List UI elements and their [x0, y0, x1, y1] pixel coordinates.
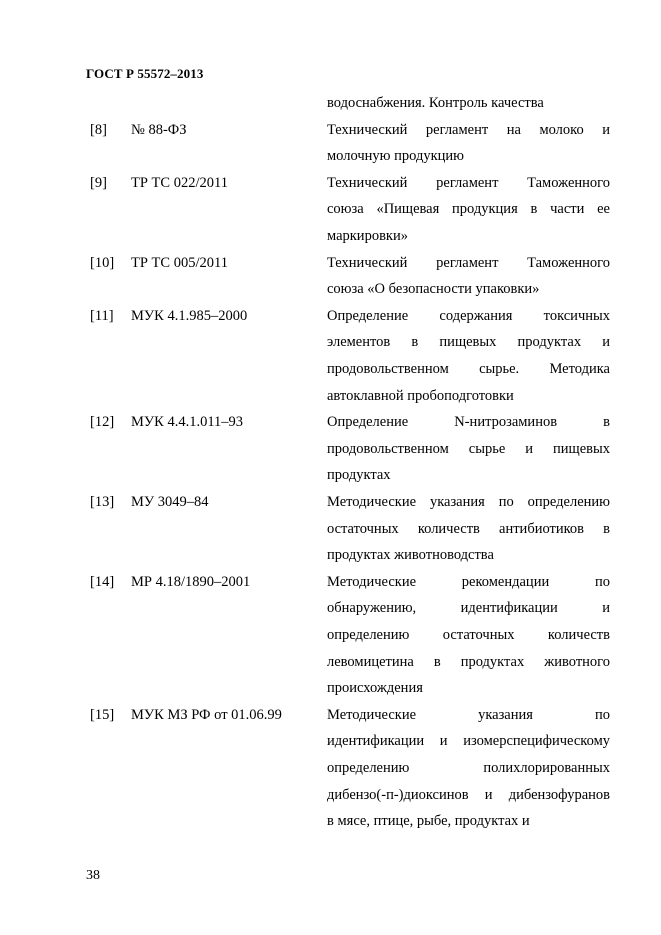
reference-description-line: Методические указания по определению [327, 494, 610, 510]
reference-number: [11] [90, 307, 114, 324]
reference-description-line: Определение содержания токсичных [327, 307, 610, 324]
reference-code: МР 4.18/1890–2001 [131, 573, 251, 590]
reference-description-line: в мясе, птице, рыбе, продуктах и [327, 813, 530, 830]
reference-number: [14] [90, 573, 115, 590]
reference-code: МУ 3049–84 [131, 494, 209, 510]
reference-description-line: Технический регламент на молоко и [327, 121, 610, 138]
reference-description-line: Методические рекомендации по [327, 573, 610, 590]
reference-code: ТР ТС 022/2011 [131, 174, 228, 191]
continuation-line: водоснабжения. Контроль качества [327, 95, 544, 111]
reference-description-line: автоклавной пробоподготовки [327, 387, 514, 404]
reference-number: [9] [90, 174, 107, 191]
reference-description-line: продовольственном сырье и пищевых [327, 440, 610, 457]
reference-code: МУК МЗ РФ от 01.06.99 [131, 706, 282, 723]
reference-description-line: определению остаточных количеств [327, 627, 610, 643]
reference-description-line: продуктах [327, 467, 391, 484]
reference-number: [10] [90, 254, 115, 271]
reference-description-line: молочную продукцию [327, 148, 464, 165]
reference-description-line: дибензо(-п-)диоксинов и дибензофуранов [327, 786, 610, 803]
reference-description-line: Методические указания по [327, 706, 610, 723]
reference-number: [12] [90, 414, 115, 431]
reference-description-line: обнаружению, идентификации и [327, 600, 610, 617]
reference-description-line: союза «Пищевая продукция в части ее [327, 201, 610, 218]
reference-code: ТР ТС 005/2011 [131, 254, 228, 271]
reference-code: МУК 4.4.1.011–93 [131, 414, 244, 431]
reference-description-line: Определение N-нитрозаминов в [327, 414, 610, 431]
reference-description-line: продовольственном сырье. Методика [327, 361, 610, 377]
reference-number: [15] [90, 706, 115, 723]
reference-description-line: Технический регламент Таможенного [327, 254, 610, 271]
reference-description-line: союза «О безопасности упаковки» [327, 281, 540, 298]
reference-number: [13] [90, 494, 115, 510]
reference-code: № 88-ФЗ [131, 121, 187, 138]
reference-description-line: идентификации и изомерспецифическому [327, 733, 610, 750]
reference-description-line: Технический регламент Таможенного [327, 174, 610, 191]
reference-code: МУК 4.1.985–2000 [131, 307, 248, 324]
reference-description-line: остаточных количеств антибиотиков в [327, 520, 610, 537]
document-header: ГОСТ Р 55572–2013 [86, 66, 204, 81]
reference-number: [8] [90, 121, 107, 138]
reference-description-line: элементов в пищевых продуктах и [327, 334, 610, 351]
reference-description-line: происхождения [327, 680, 423, 697]
reference-description-line: левомицетина в продуктах животного [327, 653, 610, 670]
reference-description-line: маркировки» [327, 228, 408, 244]
reference-description-line: продуктах животноводства [327, 547, 494, 564]
page-number: 38 [86, 868, 100, 883]
reference-description-line: определению полихлорированных [327, 760, 610, 776]
